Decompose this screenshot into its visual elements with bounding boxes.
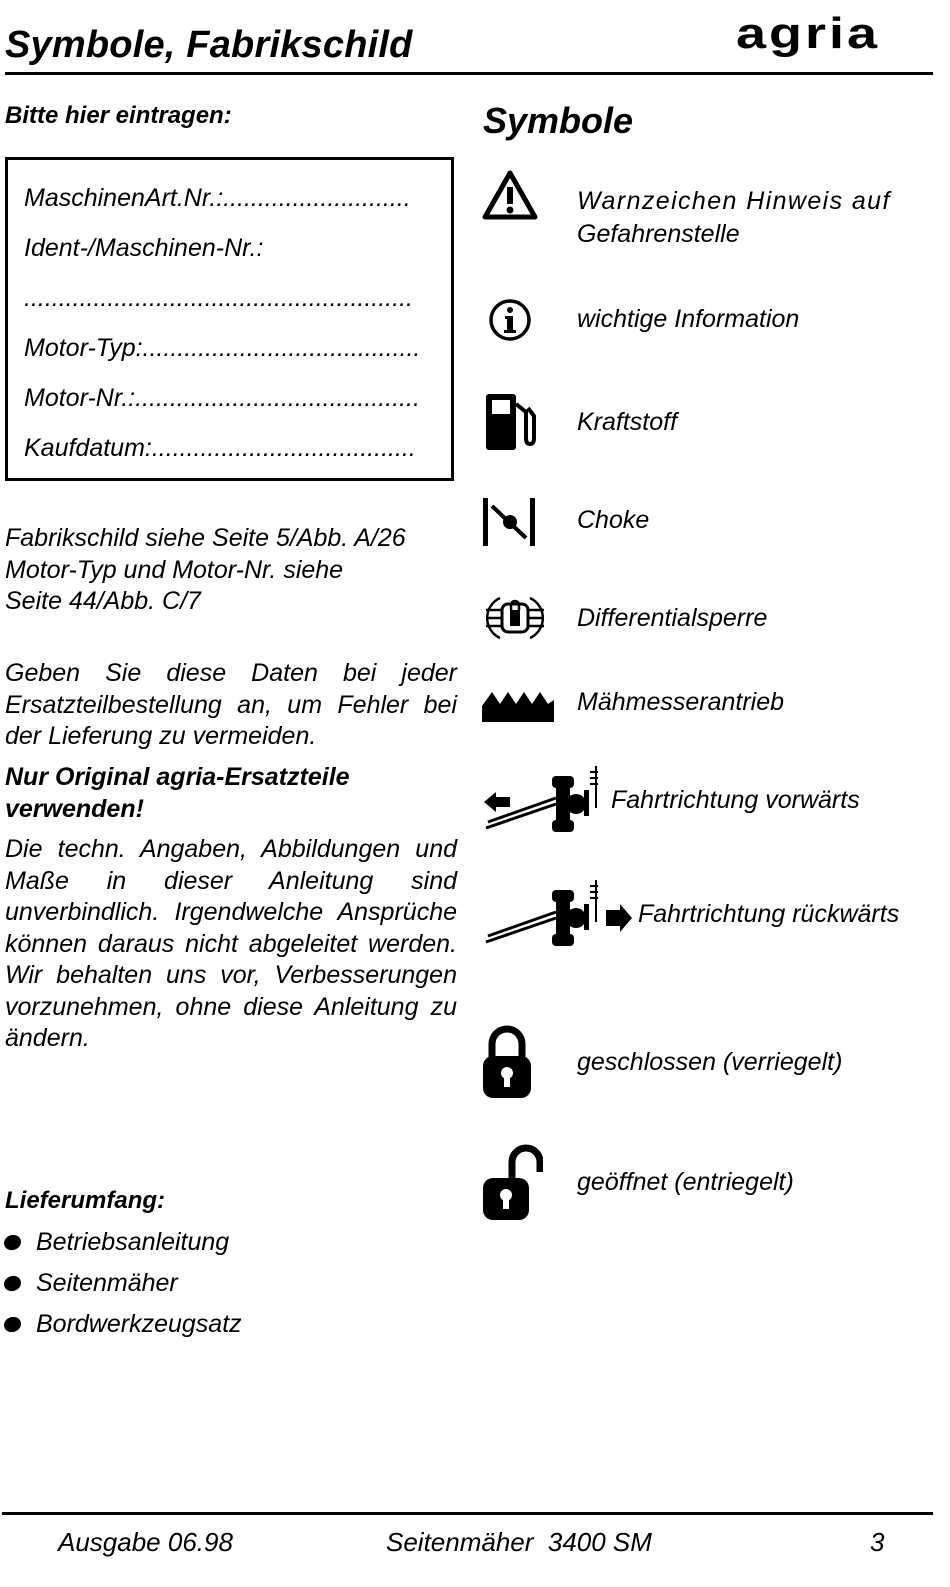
symbol-label-lock-open: geöffnet (entriegelt) bbox=[577, 1168, 794, 1196]
logo-text: agria bbox=[735, 10, 881, 58]
symbol-label-fuel: Kraftstoff bbox=[577, 408, 678, 436]
order-text: Geben Sie diese Daten bei jeder Ersatzteilbestellung an, um Fehler bei der Lieferung zu vermeiden. bbox=[5, 659, 457, 750]
forward-direction-icon bbox=[480, 764, 604, 836]
note-line: Seite 44/Abb. C/7 bbox=[5, 587, 201, 615]
symbols-title: Symbole bbox=[483, 100, 634, 141]
symbol-label-reverse: Fahrtrichtung rückwärts bbox=[638, 900, 900, 928]
page-title: Symbole, Fabrikschild bbox=[5, 24, 413, 66]
enter-label: Bitte hier eintragen: bbox=[5, 102, 232, 129]
entry-line-dots: ........................................................ bbox=[24, 284, 413, 312]
bullet-icon bbox=[2, 1315, 23, 1335]
symbol-label-info: wichtige Information bbox=[577, 305, 800, 333]
symbol-label-choke: Choke bbox=[577, 506, 650, 534]
footer-product: Seitenmäher 3400 SM bbox=[386, 1527, 652, 1557]
entry-line-motor-type: Motor-Typ:........................................ bbox=[24, 334, 421, 362]
note-line: Fabrikschild siehe Seite 5/Abb. A/26 bbox=[5, 524, 406, 552]
scope-item-label: Bordwerkzeugsatz bbox=[36, 1310, 242, 1338]
symbol-label-forward: Fahrtrichtung vorwärts bbox=[611, 786, 860, 814]
footer-edition: Ausgabe 06.98 bbox=[58, 1527, 233, 1557]
nameplate-note bbox=[5, 523, 457, 618]
scope-item bbox=[5, 1310, 242, 1339]
header-rule bbox=[5, 72, 933, 75]
page-number: 3 bbox=[870, 1527, 885, 1557]
original-parts-text: Nur Original agria-Ersatzteile verwenden! bbox=[5, 763, 350, 823]
lock-closed-icon bbox=[481, 1024, 533, 1100]
entry-line-motor-nr: Motor-Nr.:......................................... bbox=[24, 384, 420, 412]
symbol-label-warning: Warnzeichen Hinweis auf bbox=[577, 187, 891, 215]
entry-box bbox=[5, 157, 454, 481]
entry-line-machine-art: MaschinenArt.Nr.:........................... bbox=[24, 184, 411, 212]
mower-blade-drive-icon bbox=[482, 688, 556, 724]
footer-rule bbox=[2, 1512, 933, 1515]
bullet-icon bbox=[2, 1233, 23, 1253]
disclaimer-text: Die techn. Angaben, Abbildungen und Maße in dieser Anleitung sind unverbindlich. Irgendwelche Ansprüche können daraus nicht abgeleitet werden. Wir behalten uns vor, Verbesserungen vorzunehmen, ohne diese Anleitung zu ändern. bbox=[5, 835, 457, 1052]
scope-item bbox=[5, 1269, 178, 1298]
entry-line-ident: Ident-/Maschinen-Nr.: bbox=[24, 234, 264, 262]
info-icon bbox=[488, 298, 532, 342]
reverse-direction-icon bbox=[480, 878, 636, 950]
scope-item-label: Seitenmäher bbox=[36, 1269, 178, 1297]
agria-logo bbox=[712, 8, 904, 64]
differential-lock-icon bbox=[484, 590, 546, 646]
symbol-label-mower-drive: Mähmesserantrieb bbox=[577, 688, 785, 716]
fuel-pump-icon bbox=[482, 390, 538, 454]
bullet-icon bbox=[2, 1274, 23, 1294]
symbol-label-lock-closed: geschlossen (verriegelt) bbox=[577, 1048, 843, 1076]
lock-open-icon bbox=[481, 1142, 543, 1222]
scope-item-label: Betriebsanleitung bbox=[36, 1228, 230, 1256]
choke-icon bbox=[480, 496, 538, 548]
symbol-label-warning-2: Gefahrenstelle bbox=[577, 220, 740, 248]
entry-line-purchase-date: Kaufdatum:...................................... bbox=[24, 434, 416, 462]
warning-triangle-icon bbox=[482, 170, 538, 220]
note-line: Motor-Typ und Motor-Nr. siehe bbox=[5, 555, 344, 584]
scope-title: Lieferumfang: bbox=[5, 1187, 166, 1214]
scope-item bbox=[5, 1228, 229, 1257]
symbol-label-differential: Differentialsperre bbox=[577, 604, 768, 632]
